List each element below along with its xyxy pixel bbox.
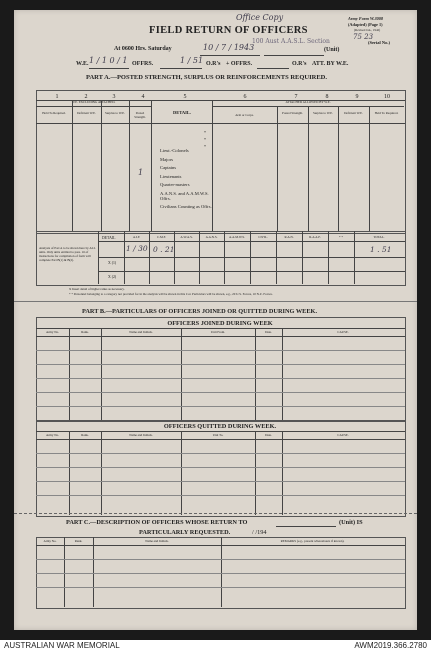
asterisk-2: * xyxy=(204,137,206,142)
part-c-date: / /194 xyxy=(252,529,267,536)
part-c-title-unit: (Unit) IS xyxy=(339,519,363,526)
rank-list xyxy=(160,148,216,213)
part-c-title-1: PART C.—DESCRIPTION OF OFFICERS WHOSE RETURN TO xyxy=(66,519,248,526)
we-underline xyxy=(89,68,129,69)
analysis-hline-3 xyxy=(98,271,405,272)
offrs2-underline xyxy=(257,68,289,69)
handwritten-office-copy: Office Copy xyxy=(236,13,284,22)
part-c-vline-2 xyxy=(93,537,94,607)
posted-strength-hand: 1 xyxy=(138,168,144,177)
part-c-col-name: Name and Initials. xyxy=(145,539,169,543)
we-label: W.E. xyxy=(76,61,89,67)
quitted-vline-1 xyxy=(69,431,70,515)
footer-institution: AUSTRALIAN WAR MEMORIAL xyxy=(4,641,120,650)
part-a-title: PART A.—POSTED STRENGTH, SURPLUS OR REINFORCEMENTS REQUIRED. xyxy=(86,74,327,81)
hdr-surplus: Surplus to W.E. xyxy=(104,111,125,115)
rank-aans: A.A.N.S. and A.A.M.W.S. Offrs. xyxy=(160,190,209,201)
unit-underline xyxy=(264,55,324,56)
quitted-vline-5 xyxy=(282,431,283,515)
part-c-divider xyxy=(14,513,417,514)
part-c-vline-1 xyxy=(64,537,65,607)
form-ref-1: Army Form W.3008 xyxy=(348,16,384,21)
col-num-3: 3 xyxy=(112,94,116,100)
serial-label: (Serial No.) xyxy=(368,40,390,45)
joined-col-army-no: Army No. xyxy=(46,330,59,334)
rank-civilians: Civilians Counting as Offrs. xyxy=(160,203,212,209)
rank-majors: Majors xyxy=(160,156,174,162)
form-ref-3: (Revised Jan., 1942) xyxy=(354,28,381,32)
rank-lt-colonels: Lieut.-Colonels xyxy=(160,148,189,153)
hdr-arm-corps: Arm or Corps. xyxy=(235,113,254,117)
quitted-vline-2 xyxy=(101,431,102,515)
group-we-excluding: W.E. EXCLUDING ATTACHED. xyxy=(71,100,116,104)
part-b-title: PART B.—PARTICULARS OF OFFICERS JOINED OR QUITTED DURING WEEK. xyxy=(82,308,318,315)
joined-col-name: Name and Initials. xyxy=(129,330,153,334)
analysis-col-civil: CIVIL. xyxy=(258,235,268,239)
unit-stamp: 100 Aust A.A.S.L. Section xyxy=(252,38,330,45)
joined-title-divider xyxy=(36,328,405,329)
part-c-col-rank: Rank. xyxy=(74,539,83,543)
analysis-col-awas: A.W.A.S. xyxy=(180,235,193,239)
quitted-vline-4 xyxy=(255,431,256,515)
total-hand: 1 . 51 xyxy=(370,245,392,254)
col-num-10: 10 xyxy=(384,94,390,100)
serial-number-hand: 75 23 xyxy=(353,33,374,41)
ors2-label: O.R's xyxy=(292,61,307,67)
vline-8 xyxy=(338,106,339,231)
hdr-att-held: Held To Required. xyxy=(374,111,399,115)
col-num-8: 8 xyxy=(325,94,329,100)
vline-9 xyxy=(369,106,370,231)
quitted-title: OFFICERS QUITTED DURING WEEK. xyxy=(163,423,277,430)
part-c-unit-underline xyxy=(276,526,336,527)
vline-6 xyxy=(277,106,278,231)
analysis-note: Analysis of Part A to be shown here by ALL units. Only units entitled to para. 16 of instructions for compilation of form will complete Part B(1) & B(2). xyxy=(39,246,96,262)
att-label: ATT. BY W.E. xyxy=(312,61,349,67)
col-num-5: 5 xyxy=(183,94,187,100)
analysis-col-total: TOTAL. xyxy=(373,235,385,239)
date-underline xyxy=(200,55,260,56)
form-ref-2: (Adapted) (Page 1) xyxy=(348,22,383,27)
offrs-hand: 1 / 51 xyxy=(180,56,204,65)
analysis-col-ran: R.A.N. xyxy=(284,235,294,239)
header-bottom-divider xyxy=(36,123,405,124)
col-num-7: 7 xyxy=(294,94,298,100)
joined-col-rank: Rank. xyxy=(81,330,89,334)
part-c-col-army-no: Army No. xyxy=(43,539,57,543)
vline-4 xyxy=(151,100,152,231)
col-num-1: 1 xyxy=(55,94,59,100)
hdr-held-required: Held To Required. xyxy=(42,111,66,115)
joined-col-unit-from: Unit From. xyxy=(210,330,226,334)
hdr-att-deficient: Deficient W.E. xyxy=(344,111,363,115)
part-c-title-2: PARTICULARLY REQUESTED. xyxy=(139,529,231,536)
rank-quartermasters: Quarter-masters xyxy=(160,182,190,188)
joined-head-divider xyxy=(36,336,405,337)
quitted-col-rank: Rank. xyxy=(81,433,89,437)
analysis-row-x1: X (1) xyxy=(108,261,117,265)
offrs-label: OFFRS. xyxy=(132,61,154,67)
analysis-col-aamws: A.A.M.W.S. xyxy=(229,235,245,239)
asterisk-3: * xyxy=(204,144,206,149)
vline-3 xyxy=(129,100,130,231)
vline-7 xyxy=(308,106,309,231)
unit-label: (Unit) xyxy=(324,47,340,53)
form-page xyxy=(14,10,417,630)
date-prefix: At 0600 Hrs. Saturday xyxy=(114,46,172,52)
date-hand: 10 / 7 / 1943 xyxy=(203,43,255,52)
analysis-col-other: * * xyxy=(339,235,343,239)
joined-title: OFFICERS JOINED DURING WEEK xyxy=(167,320,273,327)
vline-2 xyxy=(101,100,102,231)
offrs-underline xyxy=(160,68,202,69)
group-left-divider xyxy=(36,106,151,107)
analysis-hline-2 xyxy=(98,257,405,258)
note-2: * * Personnel belonging to a category not provided for in the analysis will be shown in this Col. Particulars will be shown, e.g., 20 U.S. Forces, 10 N.Z. Forces. xyxy=(69,292,273,296)
group-attached-allowed: ATTACHED ALLOWED BY W.E. xyxy=(285,100,331,104)
col-num-2: 2 xyxy=(84,94,88,100)
ors-plus-offrs: + OFFRS. xyxy=(226,61,253,67)
hdr-posted-strength: Posted Strength. xyxy=(134,111,146,119)
part-c-col-remarks: REMARKS (e.g., present whereabouts if known). xyxy=(280,539,345,543)
analysis-hline-1 xyxy=(98,241,405,242)
hdr-att-surplus: Surplus to W.E. xyxy=(312,111,333,115)
analysis-col-raaf: R.A.A.F. xyxy=(309,235,321,239)
hdr-detail: DETAIL. xyxy=(172,110,192,115)
footer-accession: AWM2019.366.2780 xyxy=(354,641,427,650)
quitted-col-name: Name and Initials. xyxy=(129,433,153,437)
analysis-row-x2: X (2) xyxy=(108,275,117,279)
col-num-6: 6 xyxy=(243,94,247,100)
hdr-deficient: Deficient W.E. xyxy=(77,111,96,115)
we-hand: 1 / 1 0 / 1 xyxy=(89,56,128,65)
vline-1 xyxy=(72,100,73,231)
form-title: FIELD RETURN OF OFFICERS xyxy=(149,25,308,36)
col-num-4: 4 xyxy=(141,94,145,100)
ors-label: O.R's xyxy=(206,61,221,67)
quitted-title-divider xyxy=(36,431,405,432)
aif-hand: 1 / 30 xyxy=(126,244,148,253)
rank-captains: Captains xyxy=(160,165,177,171)
quitted-col-cause: CAUSE. xyxy=(337,433,349,437)
analysis-row-detail: DETAIL xyxy=(102,236,116,240)
rank-lieutenants: Lieutenants xyxy=(160,173,182,179)
hdr-att-posted: Posted Strength. xyxy=(282,111,303,115)
part-c-vline-3 xyxy=(221,537,222,607)
quitted-head-divider xyxy=(36,439,405,440)
note-1: X Insert detail of higher ranks as necessary. xyxy=(69,287,125,291)
part-b-divider xyxy=(14,301,417,302)
quitted-col-army-no: Army No. xyxy=(46,433,59,437)
analysis-col-aans: A.A.N.S. xyxy=(205,235,218,239)
quitted-col-unit-to: Unit To. xyxy=(212,433,224,437)
quitted-vline-3 xyxy=(181,431,182,515)
analysis-col-cmf: C.M.F. xyxy=(157,235,166,239)
col-num-9: 9 xyxy=(355,94,359,100)
joined-col-cause: CAUSE. xyxy=(337,330,349,334)
cmf-hand: 0 . 21 xyxy=(153,245,175,254)
asterisk-1: * xyxy=(204,130,206,135)
archive-footer xyxy=(0,640,431,653)
analysis-col-aif: A.I.F. xyxy=(132,235,141,239)
joined-col-date: Date. xyxy=(265,330,272,334)
quitted-col-date: Date. xyxy=(265,433,272,437)
